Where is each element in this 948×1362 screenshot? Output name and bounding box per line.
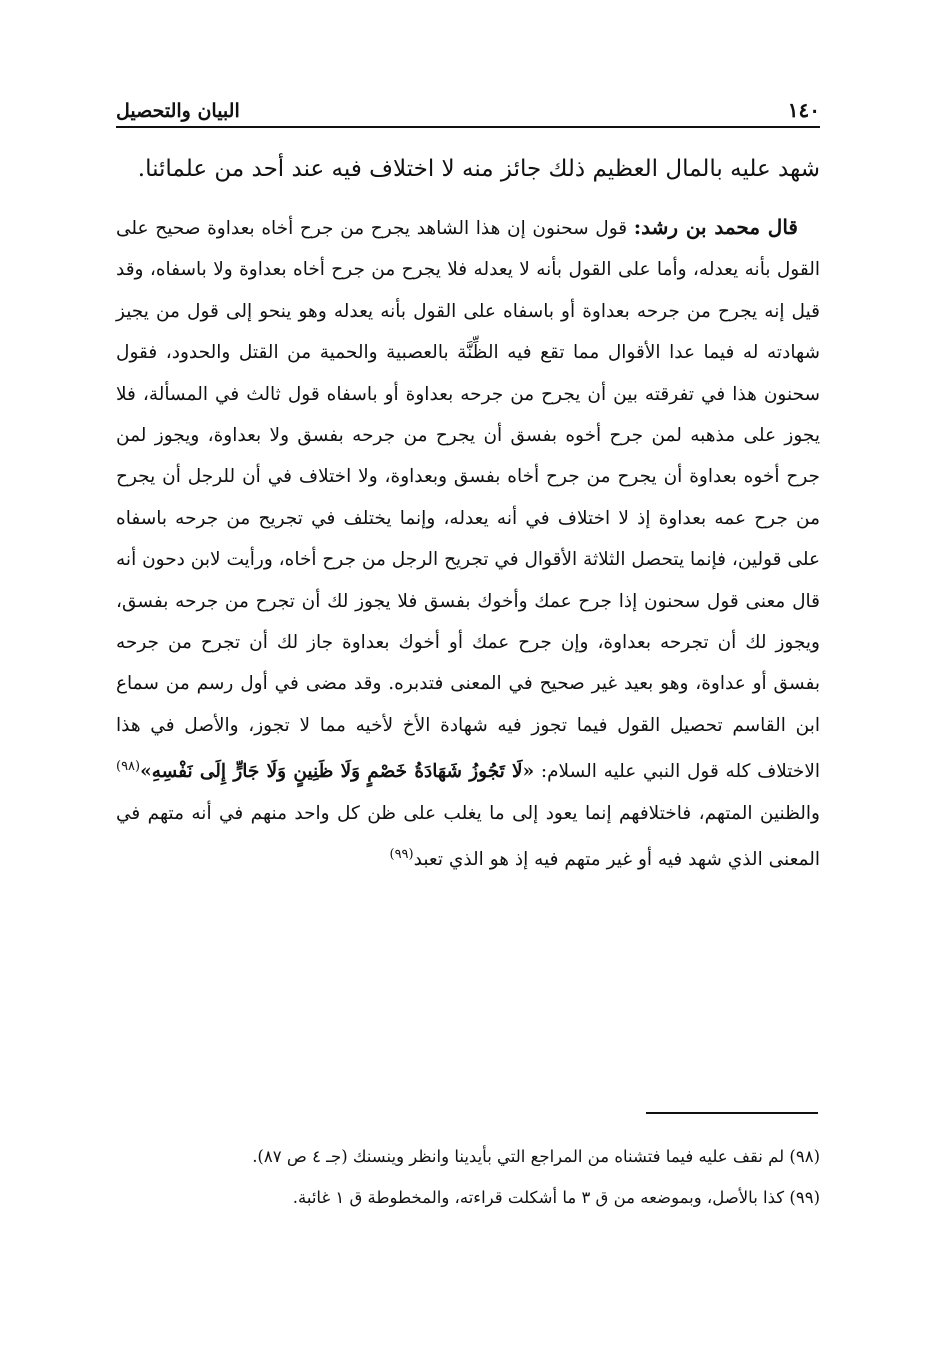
lead-paragraph: شهد عليه بالمال العظيم ذلك جائز منه لا اختلاف فيه عند أحد من علمائنا. bbox=[137, 156, 820, 182]
page-number: ١٤٠ bbox=[787, 98, 820, 122]
footnote-99: (٩٩) كذا بالأصل، وبموضعه من ق ٣ ما أشكلت قراءته، والمخطوطة ق ١ غائبة. bbox=[292, 1188, 820, 1207]
speaker-label: قال محمد بن رشد: bbox=[633, 215, 798, 239]
running-header bbox=[116, 92, 820, 128]
commentary-text-continued: والظنين المتهم، فاختلافهم إنما يعود إلى ما يغلب على ظن كل واحد منهم في أنه متهم في المعنى الذي شهد فيه أو غير متهم فيه إذ هو الذي تعبد bbox=[116, 802, 820, 871]
footnote-divider bbox=[646, 1112, 818, 1114]
commentary-paragraph bbox=[116, 207, 820, 881]
footnote-ref-98: (٩٨) bbox=[116, 759, 141, 775]
footnotes bbox=[120, 1140, 820, 1222]
commentary-text: قول سحنون إن هذا الشاهد يجرح من جرح أخاه بعداوة صحيح على القول بأنه يعدله، وأما على القول بأنه لا يعدله فلا يجرح من جرح أخاه بعداوة ولا باسفاه، وقد قيل إنه يجرح من جرحه بعداوة أو باسفاه على القول بأنه يعدله وهو ينحو إلى قول من يجيز شهادته له فيما عدا الأقوال مما تقع فيه الظِّنَّة بالعصبية والحمية من القتل والحدود، فقول سحنون هذا في تفرقته بين أن يجرح من جرحه بعداوة أو باسفاه قول ثالث في المسألة، فلا يجوز على مذهبه لمن جرح أخوه بفسق أن يجرح من جرحه بفسق ولا بعداوة، ويجوز لمن جرح أخوه بعداوة أن يجرح من جرح أخاه بفسق وبعداوة، ولا اختلاف في أن للرجل أن يجرح من جرح عمه بعداوة إذ لا اختلاف في أنه يعدله، وإنما يختلف في تجريح من جرحه باسفاه على قولين، فإنما يتحصل الثلاثة الأقوال في تجريح الرجل من جرح أخاه، ورأيت لابن دحون أنه قال معنى قول سحنون إذا جرح عمك وأخوك بفسق فلا يجوز لك أن تجرح من جرحه بفسق، ويجوز لك أن تجرحه بعداوة، وإن جرح عمك أو أخوك بعداوة جاز لك أن تجرح من جرحه بفسق أو عداوة، وهو بعيد غير صحيح في المعنى فتدبره. وقد مضى في أول رسم من سماع ابن القاسم تحصيل القول فيما تجوز فيه شهادة الأخ لأخيه مما لا تجوز، والأصل في هذا الاختلاف كله قول النبي عليه السلام: bbox=[116, 218, 821, 783]
footnote-98: (٩٨) لم نقف عليه فيما فتشناه من المراجع التي بأيدينا وانظر وينسنك (جـ ٤ ص ٨٧). bbox=[252, 1147, 820, 1166]
hadith-quote: «لَا تَجُوزُ شَهَادَةُ خَصْمٍ وَلَا ظَنِينٍ وَلَا جَارٍّ إِلَى نَفْسِهِ» bbox=[140, 761, 535, 783]
main-text bbox=[116, 146, 820, 881]
footnote-ref-99: (٩٩) bbox=[389, 847, 414, 863]
running-title: البيان والتحصيل bbox=[116, 100, 240, 122]
